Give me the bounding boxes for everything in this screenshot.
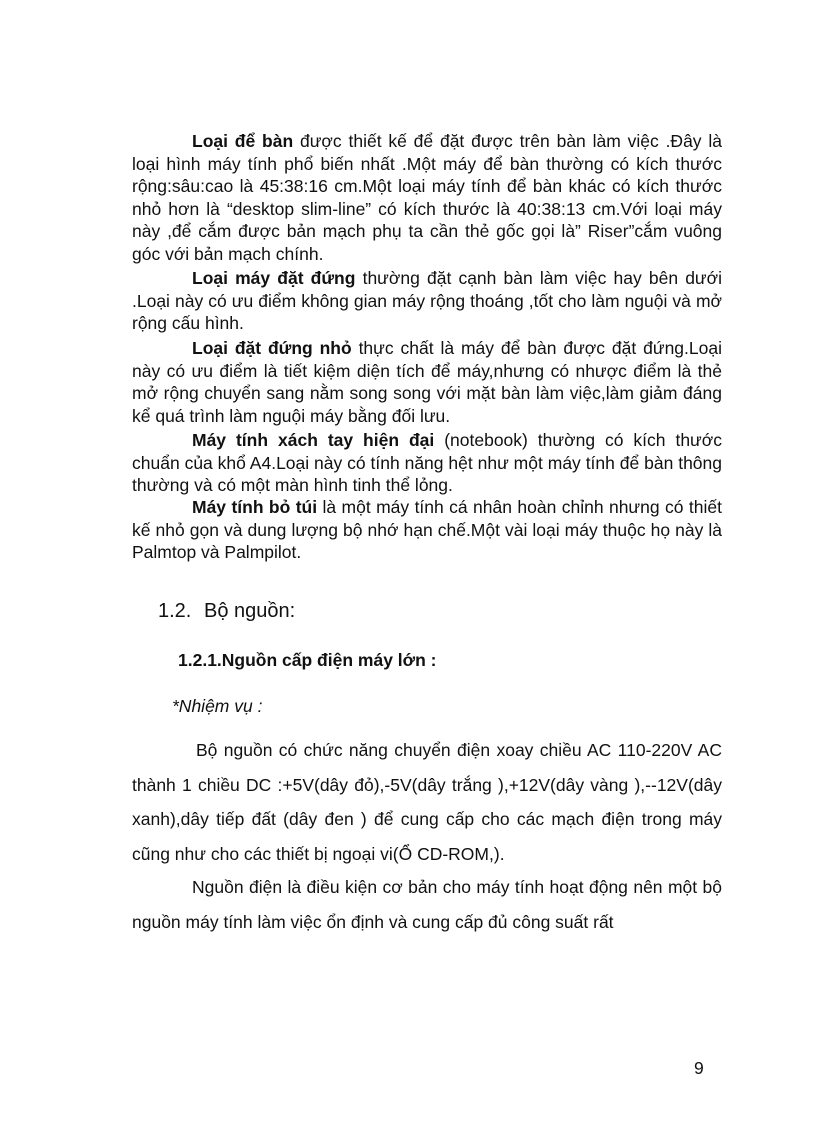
paragraph-desktop <box>132 130 722 266</box>
paragraph-power-importance: Nguồn điện là điều kiện cơ bản cho máy tính hoạt động nên một bộ nguồn máy tính làm việc ổn định và cung cấp đủ công suất rất <box>132 877 722 932</box>
term-desktop: Loại để bàn <box>192 131 294 151</box>
paragraph-pocket-text: là một máy tính cá nhân hoàn chỉnh nhưng có thiết kế nhỏ gọn và dung lượng bộ nhớ hạn chế.Một vài loại máy thuộc họ này là Palmtop và Palmpilot. <box>132 497 722 563</box>
term-mini-tower: Loại đặt đứng nhỏ <box>192 338 352 358</box>
paragraph-desktop-text: được thiết kế để đặt được trên bàn làm việc .Đây là loại hình máy tính phổ biến nhất .Một máy để bàn thường có kích thước rộng:sâu:cao là 45:38:16 cm.Một loại máy tính để bàn khác có kích thước nhỏ hơn là “desktop slim-line” có kích thước là 40:38:13 cm.Với loại máy này ,để cắm được bản mạch phụ ta cần thẻ gốc gọi là” Riser”cắm vuông góc với bản mạch chính. <box>132 131 722 264</box>
section-title: Bộ nguồn: <box>204 600 296 622</box>
section-heading <box>158 600 295 623</box>
paragraph-mini-tower-text: thực chất là máy để bàn được đặt đứng.Loại này có ưu điểm là tiết kiệm diện tích để máy,nhưng có nhược điểm là thẻ mở rộng chuyển sang nằm song song với mặt bàn làm việc,làm giảm đáng kể quá trình làm nguội máy bằng đối lưu. <box>132 338 722 426</box>
term-notebook: Máy tính xách tay hiện đại <box>192 430 435 450</box>
term-tower: Loại máy đặt đứng <box>192 268 356 288</box>
paragraph-tower <box>132 267 722 335</box>
subsection-heading: 1.2.1.Nguồn cấp điện máy lớn : <box>178 650 437 670</box>
paragraph-pocket <box>132 496 722 564</box>
paragraph-power-function: Bộ nguồn có chức năng chuyển điện xoay chiều AC 110-220V AC thành 1 chiều DC :+5V(dây đỏ),-5V(dây trắng ),+12V(dây vàng ),--12V(dây xanh),dây tiếp đất (dây đen ) để cung cấp cho các mạch điện trong máy cũng như cho các thiết bị ngoại vi(Ổ CD-ROM,). <box>132 740 722 864</box>
section-number: 1.2. <box>158 600 192 622</box>
paragraph-mini-tower <box>132 337 722 427</box>
term-pocket: Máy tính bỏ túi <box>192 497 318 517</box>
paragraph-tower-text: thường đặt cạnh bàn làm việc hay bên dưới .Loại này có ưu điểm không gian máy rộng thoáng ,tốt cho làm nguội và mở rộng cấu hình. <box>132 268 723 334</box>
task-label: *Nhiệm vụ : <box>172 696 263 716</box>
paragraph-notebook-text: (notebook) thường có kích thước chuẩn của khổ A4.Loại này có tính năng hệt như một máy tính để bàn thông thường và có một màn hình tinh thể lỏng. <box>132 430 722 496</box>
paragraph-notebook <box>132 429 722 497</box>
page-number: 9 <box>694 1058 704 1078</box>
